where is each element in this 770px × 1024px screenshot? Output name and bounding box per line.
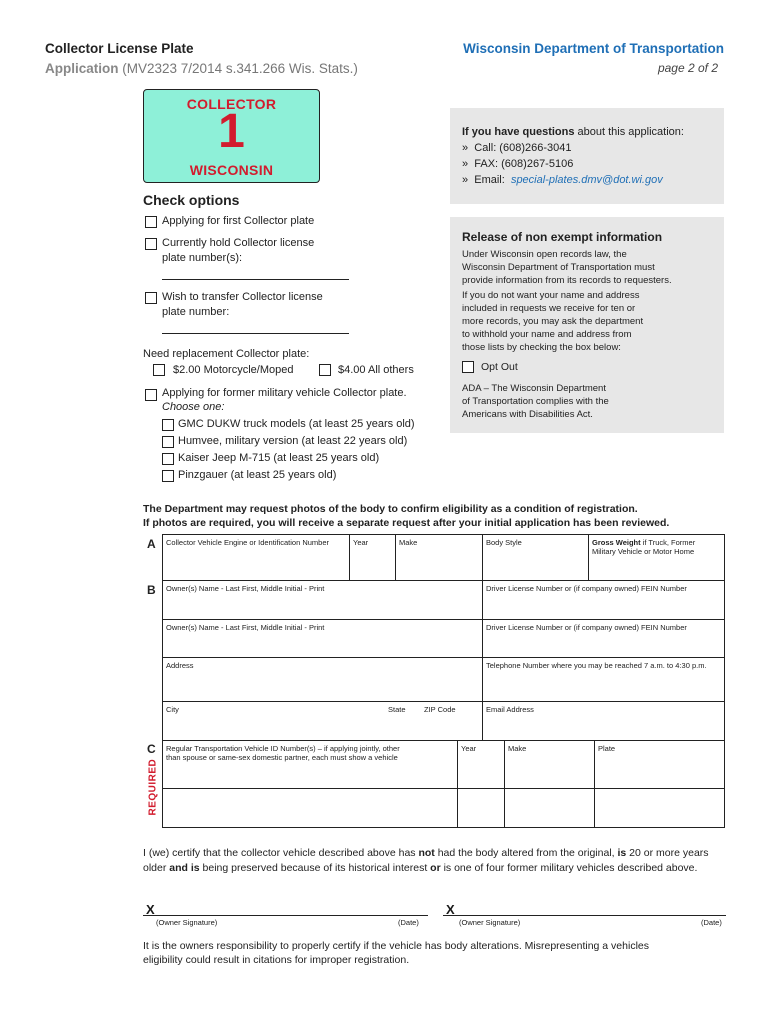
required-label: REQUIRED bbox=[147, 758, 159, 816]
section-a-label: A bbox=[147, 537, 156, 551]
humvee-checkbox[interactable] bbox=[162, 436, 174, 448]
regular-year-field-1[interactable] bbox=[457, 740, 505, 789]
questions-fax bbox=[462, 158, 573, 170]
bullet-icon: » bbox=[462, 158, 469, 170]
signature-x-2: X bbox=[446, 902, 455, 917]
opt-out-label: Opt Out bbox=[481, 361, 518, 373]
certification-statement bbox=[143, 846, 728, 876]
first-plate-checkbox[interactable] bbox=[145, 216, 157, 228]
release-info-box bbox=[450, 217, 724, 433]
owner-signature-label-2: (Owner Signature) bbox=[459, 918, 521, 927]
questions-email bbox=[462, 174, 663, 186]
regular-make-field-2[interactable] bbox=[504, 788, 595, 828]
gmc-dukw-label: GMC DUKW truck models (at least 25 years old) bbox=[178, 418, 415, 430]
bullet-icon: » bbox=[462, 142, 469, 154]
city-label: City bbox=[166, 705, 179, 714]
transfer-plate-number-field[interactable] bbox=[162, 333, 349, 334]
cert-not: not bbox=[418, 847, 435, 859]
field-label bbox=[166, 744, 400, 762]
regular-make-field-1[interactable] bbox=[504, 740, 595, 789]
field-label: Owner(s) Name - Last First, Middle Initial - Print bbox=[166, 584, 325, 593]
release-line: more records, you may ask the department bbox=[462, 316, 644, 327]
motorcycle-replacement-checkbox[interactable] bbox=[153, 364, 165, 376]
regular-plate-field-2[interactable] bbox=[594, 788, 725, 828]
photos-notice-2: If photos are required, you will receive a separate request after your initial application has been reviewed. bbox=[143, 517, 670, 529]
form-subtitle bbox=[45, 61, 358, 76]
plate-bottom-text: WISCONSIN bbox=[189, 162, 274, 178]
other-replacement-label: $4.00 All others bbox=[338, 364, 414, 376]
currently-hold-label-2: plate number(s): bbox=[162, 252, 243, 264]
vehicle-year-field[interactable] bbox=[349, 534, 396, 581]
city-state-zip-field[interactable] bbox=[162, 701, 483, 741]
section-c-label: C bbox=[147, 742, 156, 756]
driver-license-1-field[interactable] bbox=[482, 580, 725, 620]
regular-label-1: Regular Transportation Vehicle ID Number(s) – if applying jointly, other bbox=[166, 744, 400, 753]
email-link[interactable]: special-plates.dmv@dot.wi.gov bbox=[510, 174, 663, 186]
photos-notice-1: The Department may request photos of the body to confirm eligibility as a condition of registration. bbox=[143, 503, 638, 515]
release-paragraph-1 bbox=[462, 248, 672, 287]
regular-year-field-2[interactable] bbox=[457, 788, 505, 828]
release-paragraph-2 bbox=[462, 289, 643, 354]
release-line: to withhold your name and address from bbox=[462, 329, 632, 340]
zip-label: ZIP Code bbox=[424, 705, 456, 714]
currently-hold-checkbox[interactable] bbox=[145, 238, 157, 250]
field-label: Plate bbox=[598, 744, 616, 753]
driver-license-2-field[interactable] bbox=[482, 619, 725, 658]
questions-lead bbox=[462, 126, 684, 138]
ada-line: of Transportation complies with the bbox=[462, 396, 609, 407]
owner-signature-line-1[interactable] bbox=[143, 915, 428, 916]
call-number: Call: (608)266-3041 bbox=[474, 142, 572, 154]
ada-statement bbox=[462, 382, 609, 421]
field-label: Make bbox=[508, 744, 527, 753]
email-address-field[interactable] bbox=[482, 701, 725, 741]
date-label-1: (Date) bbox=[398, 918, 419, 927]
subtitle-form-number: (MV2323 7/2014 s.341.266 Wis. Stats.) bbox=[122, 61, 358, 76]
vehicle-id-field[interactable] bbox=[162, 534, 350, 581]
cert-text: being preserved because of its historical interest bbox=[199, 862, 431, 874]
plate-top-text: COLLECTOR bbox=[186, 96, 277, 112]
plate-number: 1 bbox=[218, 105, 245, 158]
field-label: Collector Vehicle Engine or Identification Number bbox=[166, 538, 330, 547]
release-line: Wisconsin Department of Transportation must bbox=[462, 262, 655, 273]
field-label bbox=[592, 538, 695, 556]
owner-signature-label-1: (Owner Signature) bbox=[156, 918, 218, 927]
release-line: included in requests we receive for ten or bbox=[462, 303, 636, 314]
section-b-label: B bbox=[147, 583, 156, 597]
regular-vehicle-id-field-2[interactable] bbox=[162, 788, 458, 828]
humvee-label: Humvee, military version (at least 22 years old) bbox=[178, 435, 408, 447]
gmc-dukw-checkbox[interactable] bbox=[162, 419, 174, 431]
pinzgauer-label: Pinzgauer (at least 25 years old) bbox=[178, 469, 337, 481]
body-style-field[interactable] bbox=[482, 534, 589, 581]
replacement-label: Need replacement Collector plate: bbox=[143, 348, 310, 360]
kaiser-jeep-checkbox[interactable] bbox=[162, 453, 174, 465]
gross-weight-rest: if Truck, Former bbox=[640, 538, 696, 547]
transfer-checkbox[interactable] bbox=[145, 292, 157, 304]
questions-box bbox=[450, 108, 724, 204]
field-label: Driver License Number or (if company owned) FEIN Number bbox=[486, 584, 687, 593]
release-heading: Release of non exempt information bbox=[462, 230, 663, 244]
release-line: If you do not want your name and address bbox=[462, 290, 640, 301]
transfer-label-1: Wish to transfer Collector license bbox=[162, 291, 323, 303]
address-field[interactable] bbox=[162, 657, 483, 702]
page-number: page 2 of 2 bbox=[657, 61, 718, 75]
field-label: Body Style bbox=[486, 538, 522, 547]
current-plate-number-field[interactable] bbox=[162, 279, 349, 280]
field-label: Driver License Number or (if company owned) FEIN Number bbox=[486, 623, 687, 632]
cert-text: is one of four former military vehicles described above. bbox=[440, 862, 698, 874]
vehicle-make-field[interactable] bbox=[395, 534, 483, 581]
choose-one-label: Choose one: bbox=[162, 401, 225, 413]
cert-or: or bbox=[430, 862, 441, 874]
telephone-field[interactable] bbox=[482, 657, 725, 702]
gross-weight-line2: Military Vehicle or Motor Home bbox=[592, 547, 695, 556]
ada-line: Americans with Disabilities Act. bbox=[462, 409, 593, 420]
form-title: Collector License Plate bbox=[45, 41, 194, 56]
cert-text: I (we) certify that the collector vehicle described above has bbox=[143, 847, 419, 859]
bullet-icon: » bbox=[462, 174, 469, 186]
release-line: Under Wisconsin open records law, the bbox=[462, 249, 627, 260]
motorcycle-replacement-label: $2.00 Motorcycle/Moped bbox=[173, 364, 294, 376]
gross-weight-field[interactable] bbox=[588, 534, 725, 581]
state-label: State bbox=[388, 705, 406, 714]
currently-hold-label-1: Currently hold Collector license bbox=[162, 237, 315, 249]
release-line: those lists by checking the box below: bbox=[462, 342, 621, 353]
regular-vehicle-id-field-1[interactable] bbox=[162, 740, 458, 789]
cert-is: is bbox=[617, 847, 627, 859]
field-label: Owner(s) Name - Last First, Middle Initial - Print bbox=[166, 623, 325, 632]
regular-plate-field-1[interactable] bbox=[594, 740, 725, 789]
date-label-2: (Date) bbox=[701, 918, 722, 927]
department-name: Wisconsin Department of Transportation bbox=[463, 41, 724, 56]
check-options-heading: Check options bbox=[143, 192, 240, 208]
field-label: Year bbox=[461, 744, 477, 753]
field-label: Telephone Number where you may be reached 7 a.m. to 4:30 p.m. bbox=[486, 661, 707, 670]
pinzgauer-checkbox[interactable] bbox=[162, 470, 174, 482]
opt-out-checkbox[interactable] bbox=[462, 361, 474, 373]
cert-and-is: and is bbox=[169, 862, 200, 874]
other-replacement-checkbox[interactable] bbox=[319, 364, 331, 376]
questions-call bbox=[462, 142, 571, 154]
questions-lead-rest: about this application: bbox=[574, 126, 684, 138]
subtitle-application: Application bbox=[45, 61, 119, 76]
footer-note-2: eligibility could result in citations for improper registration. bbox=[143, 954, 410, 966]
owner-name-1-field[interactable] bbox=[162, 580, 483, 620]
collector-plate-image bbox=[143, 89, 320, 183]
military-label: Applying for former military vehicle Collector plate. bbox=[162, 387, 407, 399]
gross-weight-bold: Gross Weight bbox=[592, 538, 641, 547]
footer-note-1: It is the owners responsibility to properly certify if the vehicle has body alterations. Misrepresenting a vehicles bbox=[143, 940, 649, 952]
first-plate-label: Applying for first Collector plate bbox=[162, 215, 315, 227]
regular-label-2: than spouse or same-sex domestic partner, each must show a vehicle bbox=[166, 753, 398, 762]
transfer-label-2: plate number: bbox=[162, 306, 230, 318]
fax-number: FAX: (608)267-5106 bbox=[474, 158, 574, 170]
kaiser-jeep-label: Kaiser Jeep M-715 (at least 25 years old) bbox=[178, 452, 380, 464]
field-label: Make bbox=[399, 538, 418, 547]
owner-signature-line-2[interactable] bbox=[443, 915, 726, 916]
field-label: Year bbox=[353, 538, 369, 547]
cert-text: had the body altered from the original, bbox=[434, 847, 618, 859]
ada-line: ADA – The Wisconsin Department bbox=[462, 383, 606, 394]
field-label: Email Address bbox=[486, 705, 534, 714]
cert-text: older bbox=[143, 862, 170, 874]
signature-x-1: X bbox=[146, 902, 155, 917]
questions-lead-bold: If you have questions bbox=[462, 126, 575, 138]
release-line: provide information from its records to requesters. bbox=[462, 275, 672, 286]
email-label: Email: bbox=[474, 174, 505, 186]
military-checkbox[interactable] bbox=[145, 389, 157, 401]
field-label: Address bbox=[166, 661, 194, 670]
cert-text: 20 or more years bbox=[626, 847, 709, 859]
owner-name-2-field[interactable] bbox=[162, 619, 483, 658]
